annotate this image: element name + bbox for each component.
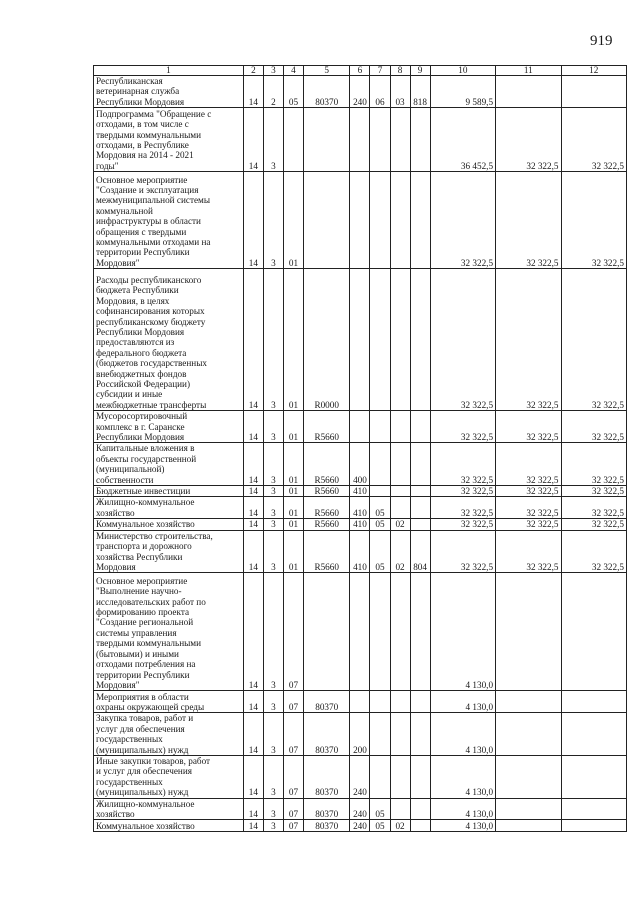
cell-c4: 07 — [283, 713, 303, 756]
cell-c4: 01 — [283, 443, 303, 486]
row-name-cell: Иные закупки товаров, работ и услуг для обеспечения государственных (муниципальных) нужд — [94, 755, 244, 798]
cell-v12: 32 322,5 — [561, 269, 627, 411]
cell-c6 — [350, 269, 370, 411]
cell-c6: 200 — [350, 713, 370, 756]
cell-v11: 32 322,5 — [496, 497, 561, 519]
cell-c5: 80370 — [304, 691, 350, 713]
row-name-cell: Республиканская ветеринарная служба Республики Мордовия — [94, 76, 244, 108]
cell-c7: 05 — [370, 820, 390, 832]
cell-c8 — [390, 755, 410, 798]
cell-c2: 14 — [243, 172, 263, 269]
table-row — [94, 691, 627, 713]
cell-c6: 410 — [350, 497, 370, 519]
cell-c7 — [370, 755, 390, 798]
cell-c5 — [304, 573, 350, 691]
row-name-cell: Мероприятия в области охраны окружающей среды — [94, 691, 244, 713]
column-header-5: 5 — [304, 66, 350, 76]
table-row — [94, 573, 627, 691]
column-header-11: 11 — [496, 66, 561, 76]
column-header-4: 4 — [283, 66, 303, 76]
table-row — [94, 486, 627, 497]
cell-c9 — [410, 713, 430, 756]
cell-c9: 818 — [410, 76, 430, 108]
row-name-cell: Коммунальное хозяйство — [94, 820, 244, 832]
cell-v10: 32 322,5 — [430, 411, 495, 443]
cell-c7 — [370, 269, 390, 411]
cell-c4: 01 — [283, 497, 303, 519]
cell-v11: 32 322,5 — [496, 172, 561, 269]
cell-v12 — [561, 713, 627, 756]
cell-v10: 4 130,0 — [430, 820, 495, 832]
row-name-cell: Мусоросортировочный комплекс в г. Саранске Республики Мордовия — [94, 411, 244, 443]
cell-c3: 3 — [263, 269, 283, 411]
cell-c3: 3 — [263, 497, 283, 519]
cell-c9 — [410, 443, 430, 486]
cell-v12 — [561, 755, 627, 798]
cell-c3: 3 — [263, 820, 283, 832]
cell-c7 — [370, 443, 390, 486]
cell-v10: 4 130,0 — [430, 713, 495, 756]
cell-c5: R5660 — [304, 530, 350, 573]
cell-c7: 05 — [370, 530, 390, 573]
column-header-8: 8 — [390, 66, 410, 76]
table-row — [94, 798, 627, 820]
column-header-9: 9 — [410, 66, 430, 76]
cell-c4: 07 — [283, 798, 303, 820]
cell-v12 — [561, 76, 627, 108]
cell-c7 — [370, 573, 390, 691]
table-row — [94, 755, 627, 798]
cell-c2: 14 — [243, 411, 263, 443]
page-number: 919 — [590, 33, 613, 49]
cell-v12: 32 322,5 — [561, 486, 627, 497]
table-body — [94, 76, 627, 832]
table-row — [94, 443, 627, 486]
cell-c2: 14 — [243, 443, 263, 486]
cell-c2: 14 — [243, 486, 263, 497]
cell-c3: 3 — [263, 443, 283, 486]
cell-c8 — [390, 573, 410, 691]
row-name-cell: Коммунальное хозяйство — [94, 519, 244, 530]
cell-c2: 14 — [243, 573, 263, 691]
cell-c5: R5660 — [304, 443, 350, 486]
cell-c9 — [410, 798, 430, 820]
cell-v10: 32 322,5 — [430, 530, 495, 573]
cell-v11 — [496, 691, 561, 713]
cell-c3: 3 — [263, 530, 283, 573]
cell-c8 — [390, 443, 410, 486]
table-row — [94, 530, 627, 573]
cell-c9 — [410, 269, 430, 411]
cell-c3: 2 — [263, 76, 283, 108]
cell-v11: 32 322,5 — [496, 108, 561, 172]
cell-c2: 14 — [243, 820, 263, 832]
cell-c2: 14 — [243, 269, 263, 411]
cell-v11 — [496, 713, 561, 756]
cell-c5: R5660 — [304, 519, 350, 530]
cell-c3: 3 — [263, 486, 283, 497]
cell-c9 — [410, 755, 430, 798]
cell-c5: 80370 — [304, 820, 350, 832]
cell-v10: 32 322,5 — [430, 443, 495, 486]
cell-v10: 32 322,5 — [430, 172, 495, 269]
cell-v10: 32 322,5 — [430, 497, 495, 519]
cell-c5 — [304, 172, 350, 269]
cell-c9 — [410, 691, 430, 713]
cell-c8 — [390, 713, 410, 756]
cell-c8: 03 — [390, 76, 410, 108]
header-row — [94, 66, 627, 76]
table-row — [94, 411, 627, 443]
cell-c9 — [410, 108, 430, 172]
cell-c8 — [390, 798, 410, 820]
cell-c6 — [350, 573, 370, 691]
cell-c3: 3 — [263, 713, 283, 756]
cell-c7 — [370, 691, 390, 713]
cell-v11: 32 322,5 — [496, 519, 561, 530]
cell-c4: 01 — [283, 530, 303, 573]
cell-c2: 14 — [243, 497, 263, 519]
cell-v10: 32 322,5 — [430, 519, 495, 530]
cell-c8 — [390, 269, 410, 411]
cell-v11: 32 322,5 — [496, 269, 561, 411]
cell-v12: 32 322,5 — [561, 411, 627, 443]
cell-c3: 3 — [263, 519, 283, 530]
cell-c9 — [410, 172, 430, 269]
cell-c7 — [370, 411, 390, 443]
cell-c6: 400 — [350, 443, 370, 486]
table-row — [94, 497, 627, 519]
cell-c8: 02 — [390, 530, 410, 573]
cell-c5: R5660 — [304, 411, 350, 443]
cell-c6: 240 — [350, 798, 370, 820]
cell-v12 — [561, 573, 627, 691]
row-name-cell: Основное мероприятие "Создание и эксплуатация межмуниципальной системы коммунальной инфраструктуры в области обращения с твердыми коммунальными отходами на территории Республики Мордовия" — [94, 172, 244, 269]
cell-v11 — [496, 76, 561, 108]
cell-v11: 32 322,5 — [496, 530, 561, 573]
cell-v12 — [561, 691, 627, 713]
row-name-cell: Расходы республиканского бюджета Республики Мордовия, в целях софинансирования которых республиканскому бюджету Республики Мордовия предоставляются из федерального бюджета (бюджетов государственных внебюджетных фондов Российской Федерации) субсидии и иные межбюджетные трансферты — [94, 269, 244, 411]
cell-c3: 3 — [263, 573, 283, 691]
row-name-cell: Закупка товаров, работ и услуг для обеспечения государственных (муниципальных) нужд — [94, 713, 244, 756]
cell-c4: 07 — [283, 755, 303, 798]
cell-v11: 32 322,5 — [496, 486, 561, 497]
budget-table — [93, 65, 627, 832]
cell-c2: 14 — [243, 108, 263, 172]
cell-c6 — [350, 108, 370, 172]
cell-v10: 9 589,5 — [430, 76, 495, 108]
cell-c6 — [350, 691, 370, 713]
cell-c4: 07 — [283, 573, 303, 691]
cell-c9 — [410, 573, 430, 691]
cell-c4: 05 — [283, 76, 303, 108]
cell-v11: 32 322,5 — [496, 411, 561, 443]
cell-c8: 02 — [390, 519, 410, 530]
cell-c7: 05 — [370, 798, 390, 820]
cell-c7: 05 — [370, 519, 390, 530]
cell-v10: 4 130,0 — [430, 691, 495, 713]
column-header-6: 6 — [350, 66, 370, 76]
cell-v10: 32 322,5 — [430, 269, 495, 411]
cell-c2: 14 — [243, 691, 263, 713]
cell-c7 — [370, 172, 390, 269]
cell-v10: 4 130,0 — [430, 798, 495, 820]
row-name-cell: Бюджетные инвестиции — [94, 486, 244, 497]
cell-c6 — [350, 411, 370, 443]
row-name-cell: Основное мероприятие "Выполнение научно- исследовательских работ по формированию проекта "Создание региональной системы управления твердыми коммунальными (бытовыми) и иными отходами потребления на территории Республики Мордовия" — [94, 573, 244, 691]
table-row — [94, 519, 627, 530]
cell-c5: R5660 — [304, 497, 350, 519]
cell-c4: 07 — [283, 820, 303, 832]
cell-c5: 80370 — [304, 798, 350, 820]
column-header-12: 12 — [561, 66, 627, 76]
cell-v12: 32 322,5 — [561, 530, 627, 573]
cell-c8 — [390, 497, 410, 519]
cell-c2: 14 — [243, 519, 263, 530]
table-row — [94, 269, 627, 411]
cell-c7 — [370, 108, 390, 172]
cell-v12 — [561, 798, 627, 820]
cell-v11: 32 322,5 — [496, 443, 561, 486]
cell-v12 — [561, 820, 627, 832]
table-row — [94, 108, 627, 172]
cell-v12: 32 322,5 — [561, 443, 627, 486]
cell-v10: 4 130,0 — [430, 573, 495, 691]
cell-c9 — [410, 411, 430, 443]
cell-c7: 06 — [370, 76, 390, 108]
cell-v11 — [496, 820, 561, 832]
column-header-2: 2 — [243, 66, 263, 76]
table-row — [94, 713, 627, 756]
cell-c8 — [390, 411, 410, 443]
cell-c9 — [410, 497, 430, 519]
cell-c6 — [350, 172, 370, 269]
cell-c6: 240 — [350, 755, 370, 798]
column-header-1: 1 — [94, 66, 244, 76]
cell-c8 — [390, 691, 410, 713]
cell-c9 — [410, 486, 430, 497]
cell-c4: 01 — [283, 269, 303, 411]
cell-c4 — [283, 108, 303, 172]
column-header-10: 10 — [430, 66, 495, 76]
cell-c5: 80370 — [304, 76, 350, 108]
cell-c4: 01 — [283, 486, 303, 497]
cell-c5: 80370 — [304, 755, 350, 798]
row-name-cell: Жилищно-коммунальное хозяйство — [94, 798, 244, 820]
cell-v10: 36 452,5 — [430, 108, 495, 172]
cell-c7 — [370, 486, 390, 497]
cell-c8: 02 — [390, 820, 410, 832]
cell-c6: 410 — [350, 530, 370, 573]
cell-c5: R5660 — [304, 486, 350, 497]
cell-v12: 32 322,5 — [561, 172, 627, 269]
column-header-3: 3 — [263, 66, 283, 76]
cell-c7 — [370, 713, 390, 756]
cell-c3: 3 — [263, 172, 283, 269]
cell-c5: 80370 — [304, 713, 350, 756]
row-name-cell: Жилищно-коммунальное хозяйство — [94, 497, 244, 519]
cell-c2: 14 — [243, 755, 263, 798]
cell-c4: 07 — [283, 691, 303, 713]
column-header-7: 7 — [370, 66, 390, 76]
cell-v12: 32 322,5 — [561, 108, 627, 172]
cell-c2: 14 — [243, 76, 263, 108]
cell-v10: 4 130,0 — [430, 755, 495, 798]
cell-c3: 3 — [263, 108, 283, 172]
cell-c4: 01 — [283, 172, 303, 269]
cell-c5: R0000 — [304, 269, 350, 411]
row-name-cell: Подпрограмма "Обращение с отходами, в том числе с твердыми коммунальными отходами, в Республике Мордовия на 2014 - 2021 годы" — [94, 108, 244, 172]
table-row — [94, 76, 627, 108]
row-name-cell: Министерство строительства, транспорта и дорожного хозяйства Республики Мордовия — [94, 530, 244, 573]
cell-c3: 3 — [263, 411, 283, 443]
cell-v12: 32 322,5 — [561, 497, 627, 519]
row-name-cell: Капитальные вложения в объекты государственной (муниципальной) собственности — [94, 443, 244, 486]
cell-c4: 01 — [283, 519, 303, 530]
cell-c9 — [410, 820, 430, 832]
cell-c4: 01 — [283, 411, 303, 443]
cell-c6: 410 — [350, 519, 370, 530]
cell-c8 — [390, 172, 410, 269]
cell-c9 — [410, 519, 430, 530]
cell-v11 — [496, 798, 561, 820]
cell-c8 — [390, 486, 410, 497]
cell-v12: 32 322,5 — [561, 519, 627, 530]
cell-c3: 3 — [263, 798, 283, 820]
cell-c8 — [390, 108, 410, 172]
table-row — [94, 820, 627, 832]
cell-c2: 14 — [243, 713, 263, 756]
cell-c6: 410 — [350, 486, 370, 497]
cell-c2: 14 — [243, 798, 263, 820]
cell-v11 — [496, 755, 561, 798]
cell-v11 — [496, 573, 561, 691]
cell-c6: 240 — [350, 820, 370, 832]
cell-c7: 05 — [370, 497, 390, 519]
cell-c2: 14 — [243, 530, 263, 573]
cell-c9: 804 — [410, 530, 430, 573]
cell-c3: 3 — [263, 691, 283, 713]
table-row — [94, 172, 627, 269]
cell-v10: 32 322,5 — [430, 486, 495, 497]
cell-c3: 3 — [263, 755, 283, 798]
cell-c5 — [304, 108, 350, 172]
cell-c6: 240 — [350, 76, 370, 108]
